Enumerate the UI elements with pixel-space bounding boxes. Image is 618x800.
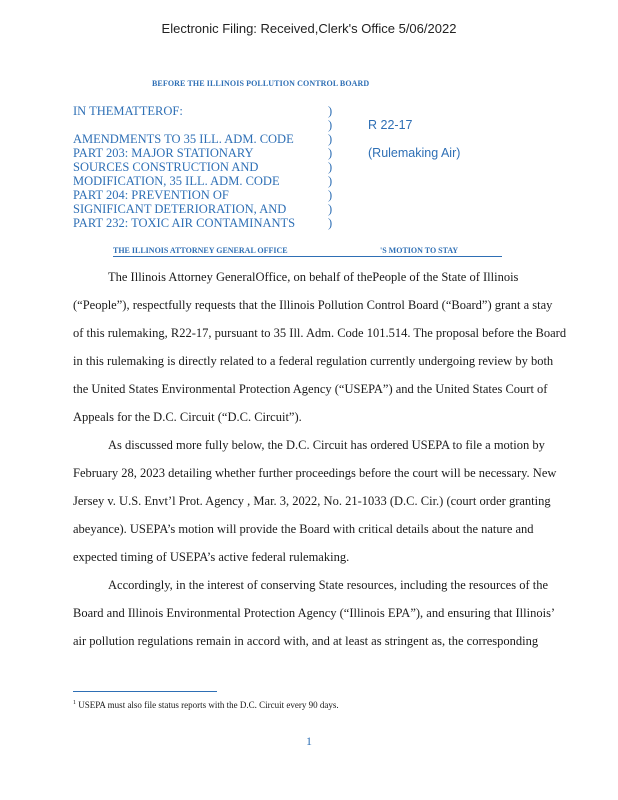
body-line: As discussed more fully below, the D.C. Circuit has ordered USEPA to file a motion by [108,438,545,452]
caption-line: SIGNIFICANT DETERIORATION, AND [73,202,287,216]
body-line: February 28, 2023 detailing whether further proceedings before the court will be necessary. New [73,466,557,480]
case-type: (Rulemaking Air) [368,146,461,160]
caption-left [73,104,295,230]
caption-line: PART 203: MAJOR STATIONARY [73,146,254,160]
footnote-marker: 1 [73,700,76,706]
body-line: (“People”), respectfully requests that the Illinois Pollution Control Board (“Board”) grant a stay [73,298,553,312]
page-number: 1 [306,734,312,748]
paren: ) [328,188,333,202]
paren: ) [328,104,333,118]
paren: ) [328,146,333,160]
footnote-text: USEPA must also file status reports with the D.C. Circuit every 90 days. [78,700,339,710]
paren: ) [328,160,333,174]
body-line: Jersey v. U.S. Envt’l Prot. Agency , Mar. 3, 2022, No. 21-1033 (D.C. Cir.) (court order granting [73,494,551,508]
case-info [368,118,460,160]
paren: ) [328,132,333,146]
paren: ) [328,174,333,188]
caption-line: AMENDMENTS TO 35 ILL. ADM. CODE [73,132,294,146]
paren: ) [328,216,333,230]
caption-line: MODIFICATION, 35 ILL. ADM. CODE [73,174,280,188]
body-line: in this rulemaking is directly related to a federal regulation currently undergoing review by both [73,354,554,368]
body-line: the United States Environmental Protection Agency (“USEPA”) and the United States Court of [73,382,548,396]
paren: ) [328,202,333,216]
caption-line: PART 232: TOXIC AIR CONTAMINANTS [73,216,296,230]
caption-line: PART 204: PREVENTION OF [73,188,229,202]
motion-title [113,246,502,257]
body-line: Appeals for the D.C. Circuit (“D.C. Circuit”). [73,410,302,424]
body-line: The Illinois Attorney GeneralOffice, on behalf of thePeople of the State of Illinois [108,270,519,284]
caption-line: SOURCES CONSTRUCTION AND [73,160,259,174]
motion-title-part2: 'S MOTION TO STAY [380,246,459,255]
body-line: expected timing of USEPA’s active federal rulemaking. [73,550,350,564]
body-line: air pollution regulations remain in accord with, and at least as stringent as, the corresponding [73,634,539,648]
body-line: Accordingly, in the interest of conserving State resources, including the resources of the [108,578,549,592]
motion-title-part1: THE ILLINOIS ATTORNEY GENERAL OFFICE [113,246,288,255]
body-line: abeyance). USEPA’s motion will provide the Board with critical details about the nature and [73,522,534,536]
caption-parens [328,104,332,230]
body-line: of this rulemaking, R22-17, pursuant to 35 Ill. Adm. Code 101.514. The proposal before the Board [73,326,567,340]
paren: ) [328,118,333,132]
case-number: R 22-17 [368,118,413,132]
footnote [73,700,339,710]
footnote-divider [73,691,217,692]
in-the-matter-label: IN THEMATTEROF: [73,104,183,118]
body-line: Board and Illinois Environmental Protection Agency (“Illinois EPA”), and ensuring that Illinois’ [73,606,556,620]
filing-header: Electronic Filing: Received,Clerk's Office 5/06/2022 [161,21,457,36]
board-title: BEFORE THE ILLINOIS POLLUTION CONTROL BOARD [152,79,370,88]
